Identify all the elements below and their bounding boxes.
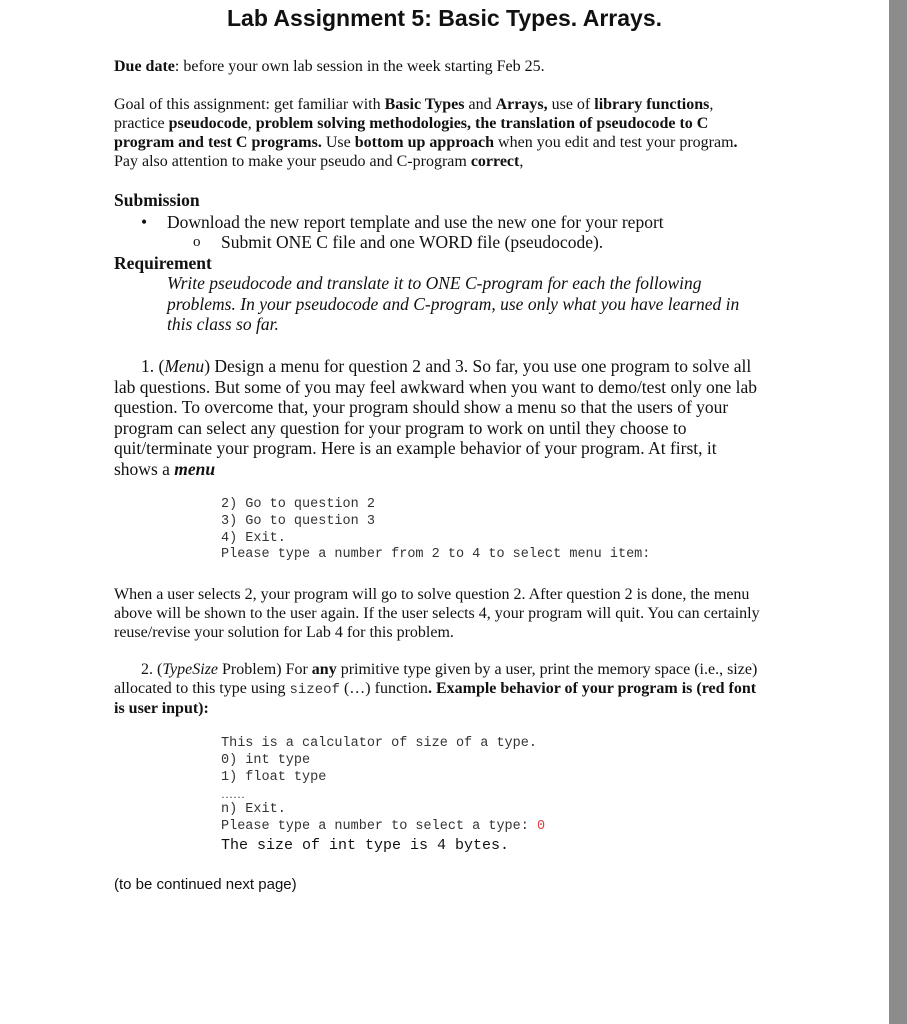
circle-bullet-icon: o — [193, 234, 201, 250]
code-ellipsis: …… — [221, 787, 245, 802]
after-menu-paragraph: When a user selects 2, your program will go to solve question 2. After question 2 is done, the menu above will be shown to the user again. If the user selects 4, your program will quit. You can certainly reuse/revise your solution for Lab 4 for this problem. — [114, 586, 760, 641]
bullet-icon: • — [141, 212, 148, 232]
requirement-text: Write pseudocode and translate it to ONE C-program for each the following problems. In your pseudocode and C-program, use only what you have learned in this class so far. — [167, 273, 740, 334]
type-code-block — [221, 736, 781, 855]
code-line: n) Exit. — [221, 802, 286, 818]
menu-code-block — [221, 497, 781, 564]
goal-paragraph: Goal of this assignment: get familiar with Basic Types and Arrays, use of library functions, practice pseudocode, problem solving methodologies, the translation of pseudocode to C program and test C programs. Use bottom up approach when you edit and test your program. Pay also attention to make your pseudo and C-program correct, — [114, 96, 738, 170]
user-input: 0 — [536, 819, 546, 835]
code-line: 2) Go to question 2 — [221, 497, 375, 512]
due-date: Due date: before your own lab session in the week starting Feb 25. — [114, 58, 545, 75]
code-line: 3) Go to question 3 — [221, 513, 375, 529]
question-2: 2. (TypeSize Problem) For any primitive type given by a user, print the memory space (i.e., size) allocated to this type using sizeof (…) function. Example behavior of your program is (red font is user input): — [114, 661, 758, 717]
scrollbar[interactable] — [889, 0, 907, 1024]
code-line: 1) float type — [221, 769, 327, 785]
code-prompt-line: Please type a number to select a type: 0 — [221, 819, 546, 835]
submission-bullet: Download the new report template and use the new one for your report — [167, 212, 664, 232]
page-title: Lab Assignment 5: Basic Types. Arrays. — [226, 5, 663, 31]
question-1: 1. (Menu) Design a menu for question 2 and 3. So far, you use one program to solve all lab questions. But some of you may feel awkward when you want to demo/test only one lab question. To overcome that, your program should show a menu so that the users of your program can select any question for your program to work on until they choose to quit/terminate your program. Here is an example behavior of your program. At first, it shows a menu — [114, 356, 757, 479]
code-line: 0) int type — [221, 752, 311, 768]
submission-heading: Submission — [114, 190, 200, 210]
code-line: This is a calculator of size of a type. — [221, 736, 537, 751]
submission-sub-bullet: Submit ONE C file and one WORD file (pseudocode). — [221, 232, 604, 252]
requirement-heading: Requirement — [114, 253, 212, 273]
code-result-line: The size of int type is 4 bytes. — [221, 836, 510, 854]
continued-note: (to be continued next page) — [114, 876, 297, 893]
code-line: Please type a number from 2 to 4 to select menu item: — [221, 547, 651, 563]
code-line: 4) Exit. — [221, 530, 286, 546]
